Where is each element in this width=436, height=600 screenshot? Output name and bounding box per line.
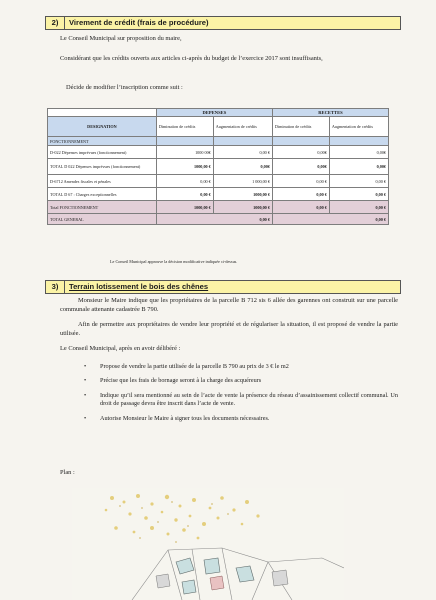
table-row-total-general <box>48 214 389 225</box>
fonctionnement-row <box>48 137 389 146</box>
list-item: • Indique qu’il sera mentionné au sein de l’acte de vente la présence du réseau d’assainissement collectif communal. Un droit de passage devra être inscrit dans l’acte de vente. <box>84 391 398 408</box>
table-row: D-022 Dépenses imprévues (fonctionnement) 1000 00€ 0,00 € 0,00€ 0,00€ <box>48 146 389 159</box>
section-2-intro: Le Conseil Municipal sur proposition du maire, <box>60 35 182 42</box>
section-2-number: 2) <box>46 17 65 29</box>
table-row-total-fonctionnement: Total FONCTIONNEMENT 1000,00 € 1000,00 € 0,00 € 0,00 € <box>48 201 389 214</box>
bullet-icon: • <box>84 414 87 422</box>
section-3-header <box>45 280 401 294</box>
table-header-row-1 <box>48 109 389 117</box>
cadastral-plan-image <box>72 488 344 600</box>
section-3-number: 3) <box>46 281 65 293</box>
designation-header: DESIGNATION <box>48 117 157 137</box>
section-3-p3: Le Conseil Municipal, après en avoir délibéré : <box>60 345 181 352</box>
list-item: • Autorise Monsieur le Maire à signer tous les documents nécessaires. <box>84 414 270 422</box>
rec-diminution-header: Diminution de crédits <box>272 117 329 137</box>
rec-augmentation-header: Augmentation de crédits <box>329 117 388 137</box>
recettes-header: RECETTES <box>272 109 388 117</box>
total-general-recettes: 0,00 € <box>272 214 388 225</box>
section-2-considering: Considérant que les crédits ouverts aux articles ci-après du budget de l’exercice 2017 sont insuffisants, <box>60 55 323 62</box>
budget-table <box>47 108 389 225</box>
table-row: D-6712 Amendes fiscales et pénales 0,00 € 1 000,00 € 0,00 € 0,00 € <box>48 175 389 188</box>
section-3-p2: Afin de permettre aux propriétaires de vendre leur propriété et de régulariser la situation, il est proposé de vendre la partie utilisée. <box>60 321 398 337</box>
table-row: TOTAL D 67 : Charges exceptionnelles 0,00 € 1000,00 € 0,00 € 0,00 € <box>48 188 389 201</box>
depenses-header: DEPENSES <box>156 109 272 117</box>
bullet-icon: • <box>84 363 87 370</box>
dep-augmentation-header: Augmentation de crédits <box>213 117 272 137</box>
bullet-icon: • <box>84 377 87 385</box>
section-3-title: Terrain lotissement le bois des chênes <box>69 282 209 291</box>
total-general-label: TOTAL GENERAL <box>48 214 157 225</box>
plan-drawing <box>72 488 344 600</box>
section-2-title: Virement de crédit (frais de procédure) <box>69 18 209 27</box>
dep-diminution-header: Diminution de crédits <box>156 117 213 137</box>
fonctionnement-label: FONCTIONNEMENT <box>48 137 157 146</box>
section-3-p1: Monsieur le Maire indique que les propriétaires de la parcelle B 712 sis 6 allée des garennes ont construit sur une parcelle communale attenante cadastrée B 790. <box>60 297 398 313</box>
section-2-header <box>45 16 401 30</box>
list-item: • Précise que les frais de bornage seront à la charge des acquéreurs <box>84 377 262 385</box>
approval-note: Le Conseil Municipal approuve la décision modificative indiquée ci-dessus. <box>110 259 238 264</box>
plan-label: Plan : <box>60 469 75 476</box>
section-2-decision: Décide de modifier l’inscription comme suit : <box>66 84 183 91</box>
decision-list <box>84 363 398 429</box>
table-header-row-2 <box>48 117 389 137</box>
bullet-icon: • <box>84 391 87 399</box>
list-item: • Propose de vendre la partie utilisée de la parcelle B 790 au prix de 3 € le m2 <box>84 363 289 370</box>
total-general-depenses: 0,00 € <box>156 214 272 225</box>
table-row: TOTAL D 022 Dépenses imprévues (fonctionnement) 1000,00 € 0,00€ 0,00€ 0,00€ <box>48 159 389 175</box>
